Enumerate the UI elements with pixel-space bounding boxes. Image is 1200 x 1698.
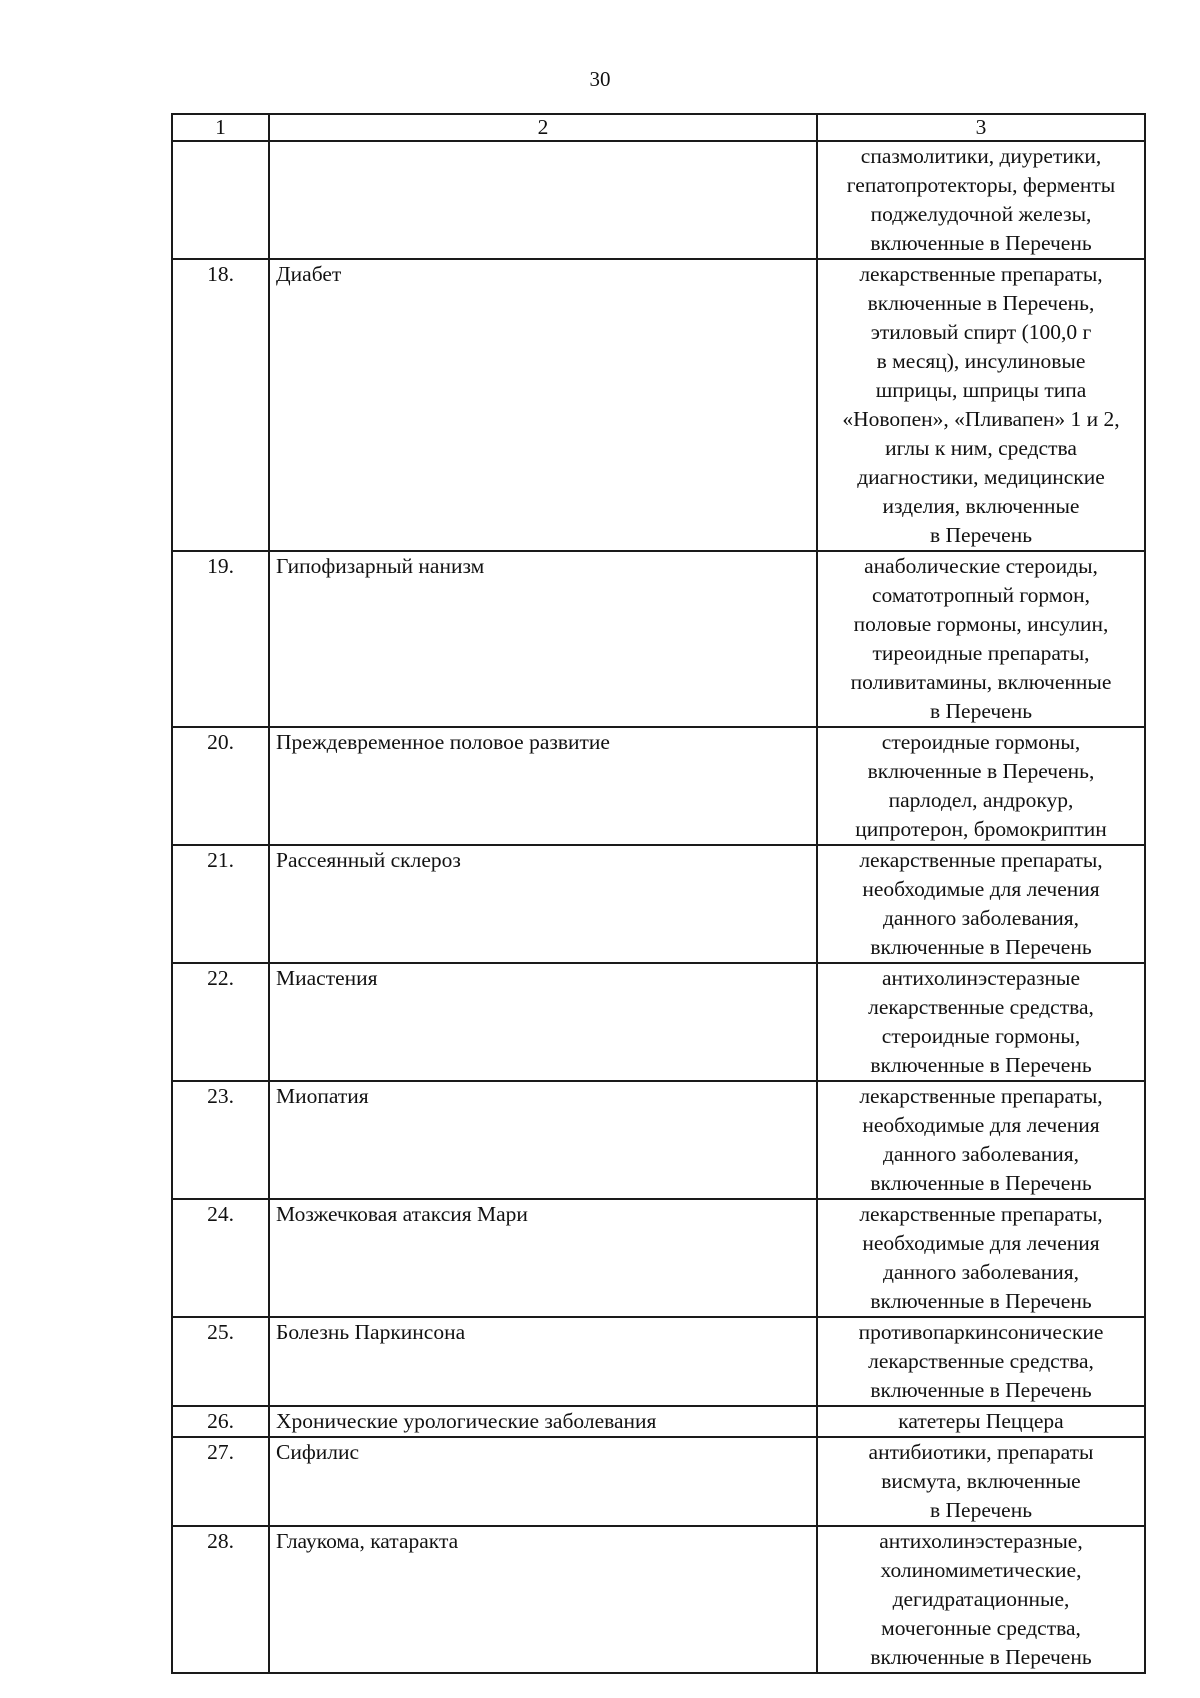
table-row	[172, 1317, 1145, 1406]
row-number: 23.	[172, 1081, 269, 1199]
disease-name: Сифилис	[269, 1437, 817, 1526]
drug-list	[817, 1526, 1145, 1673]
drug-list-line: включенные в Перечень	[870, 935, 1092, 959]
column-header-drugs: 3	[817, 114, 1145, 141]
drug-list-line: шприцы, шприцы типа	[875, 378, 1087, 402]
disease-name: Диабет	[269, 259, 817, 551]
drug-list-line: данного заболевания,	[882, 1260, 1080, 1284]
row-number: 22.	[172, 963, 269, 1081]
drug-list-line: лекарственные препараты,	[859, 262, 1103, 286]
disease-name: Мозжечковая атаксия Мари	[269, 1199, 817, 1317]
table-row-continuation	[172, 141, 1145, 259]
table-row	[172, 845, 1145, 963]
drug-list-line: холиномиметические,	[880, 1558, 1082, 1582]
drug-list-line: стероидные гормоны,	[881, 1024, 1081, 1048]
drug-list-line: «Новопен», «Пливапен» 1 и 2,	[842, 407, 1120, 431]
row-number: 25.	[172, 1317, 269, 1406]
drug-list-line: необходимые для лечения	[862, 877, 1100, 901]
drug-list-line: спазмолитики, диуретики,	[860, 144, 1102, 168]
drug-list	[817, 551, 1145, 727]
disease-name: Миопатия	[269, 1081, 817, 1199]
drug-provision-table	[171, 113, 1146, 1674]
drug-list-line: поливитамины, включенные	[850, 670, 1112, 694]
drug-list-line: включенные в Перечень	[870, 1378, 1092, 1402]
row-number: 28.	[172, 1526, 269, 1673]
table-row	[172, 1526, 1145, 1673]
drug-list-line: дегидратационные,	[892, 1587, 1070, 1611]
drug-list-line: гепатопротекторы, ферменты	[846, 173, 1116, 197]
drug-list-line: включенные в Перечень	[870, 1289, 1092, 1313]
drug-list	[817, 259, 1145, 551]
column-header-number: 1	[172, 114, 269, 141]
column-header-disease: 2	[269, 114, 817, 141]
drug-list	[817, 141, 1145, 259]
disease-name	[269, 141, 817, 259]
disease-name: Болезнь Паркинсона	[269, 1317, 817, 1406]
disease-name: Гипофизарный нанизм	[269, 551, 817, 727]
drug-list-line: в месяц), инсулиновые	[876, 349, 1086, 373]
disease-name: Рассеянный склероз	[269, 845, 817, 963]
drug-list	[817, 1406, 1145, 1437]
drug-list-line: лекарственные средства,	[868, 995, 1094, 1019]
disease-name: Хронические урологические заболевания	[269, 1406, 817, 1437]
drug-list-line: в Перечень	[929, 1498, 1033, 1522]
table-row	[172, 963, 1145, 1081]
drug-list-line: антихолинэстеразные	[881, 966, 1081, 990]
drug-list	[817, 963, 1145, 1081]
drug-list-line: данного заболевания,	[882, 1142, 1080, 1166]
drug-list-line: включенные в Перечень,	[867, 291, 1095, 315]
drug-list-line: необходимые для лечения	[862, 1231, 1100, 1255]
drug-list	[817, 727, 1145, 845]
drug-list-line: висмута, включенные	[881, 1469, 1081, 1493]
table-row	[172, 259, 1145, 551]
drug-list-line: стероидные гормоны,	[881, 730, 1081, 754]
drug-list-line: необходимые для лечения	[862, 1113, 1100, 1137]
drug-list-line: изделия, включенные	[882, 494, 1080, 518]
drug-list-line: включенные в Перечень	[870, 1171, 1092, 1195]
drug-list-line: в Перечень	[929, 699, 1033, 723]
table-row	[172, 1406, 1145, 1437]
row-number: 20.	[172, 727, 269, 845]
table-body	[172, 114, 1145, 1673]
disease-name: Глаукома, катаракта	[269, 1526, 817, 1673]
row-number: 21.	[172, 845, 269, 963]
drug-list-line: противопаркинсонические	[858, 1320, 1104, 1344]
row-number: 24.	[172, 1199, 269, 1317]
drug-list-line: соматотропный гормон,	[871, 583, 1091, 607]
drug-list-line: анаболические стероиды,	[864, 554, 1098, 578]
disease-name: Преждевременное половое развитие	[269, 727, 817, 845]
drug-list-line: парлодел, андрокур,	[888, 788, 1074, 812]
drug-list-line: лекарственные препараты,	[859, 1084, 1103, 1108]
drug-list-line: этиловый спирт (100,0 г	[870, 320, 1092, 344]
drug-list-line: мочегонные средства,	[881, 1616, 1081, 1640]
drug-list-line: диагностики, медицинские	[857, 465, 1105, 489]
drug-list-line: включенные в Перечень	[870, 1645, 1092, 1669]
drug-list-line: лекарственные средства,	[868, 1349, 1094, 1373]
drug-list-line: в Перечень	[929, 523, 1033, 547]
drug-list-line: иглы к ним, средства	[885, 436, 1077, 460]
drug-list	[817, 1081, 1145, 1199]
drug-list-line: данного заболевания,	[882, 906, 1080, 930]
drug-list	[817, 845, 1145, 963]
table-row	[172, 1081, 1145, 1199]
drug-list-line: антибиотики, препараты	[868, 1440, 1094, 1464]
drug-list-line: антихолинэстеразные,	[879, 1529, 1083, 1553]
drug-list-line: включенные в Перечень	[870, 231, 1092, 255]
drug-list-line: лекарственные препараты,	[859, 1202, 1103, 1226]
table-header-row	[172, 114, 1145, 141]
table-row	[172, 1199, 1145, 1317]
page-number: 30	[589, 67, 611, 91]
row-number: 26.	[172, 1406, 269, 1437]
drug-list	[817, 1437, 1145, 1526]
disease-name: Миастения	[269, 963, 817, 1081]
row-number: 27.	[172, 1437, 269, 1526]
drug-list-line: поджелудочной железы,	[870, 202, 1092, 226]
drug-list	[817, 1317, 1145, 1406]
drug-list-line: включенные в Перечень	[870, 1053, 1092, 1077]
drug-list-line: половые гормоны, инсулин,	[853, 612, 1109, 636]
drug-list	[817, 1199, 1145, 1317]
drug-list-line: лекарственные препараты,	[859, 848, 1103, 872]
drug-list-line: ципротерон, бромокриптин	[855, 817, 1107, 841]
drug-list-line: катетеры Пеццера	[898, 1409, 1064, 1433]
row-number	[172, 141, 269, 259]
row-number: 19.	[172, 551, 269, 727]
drug-list-line: включенные в Перечень,	[867, 759, 1095, 783]
row-number: 18.	[172, 259, 269, 551]
table-row	[172, 727, 1145, 845]
table-row	[172, 551, 1145, 727]
drug-list-line: тиреоидные препараты,	[872, 641, 1090, 665]
table-row	[172, 1437, 1145, 1526]
